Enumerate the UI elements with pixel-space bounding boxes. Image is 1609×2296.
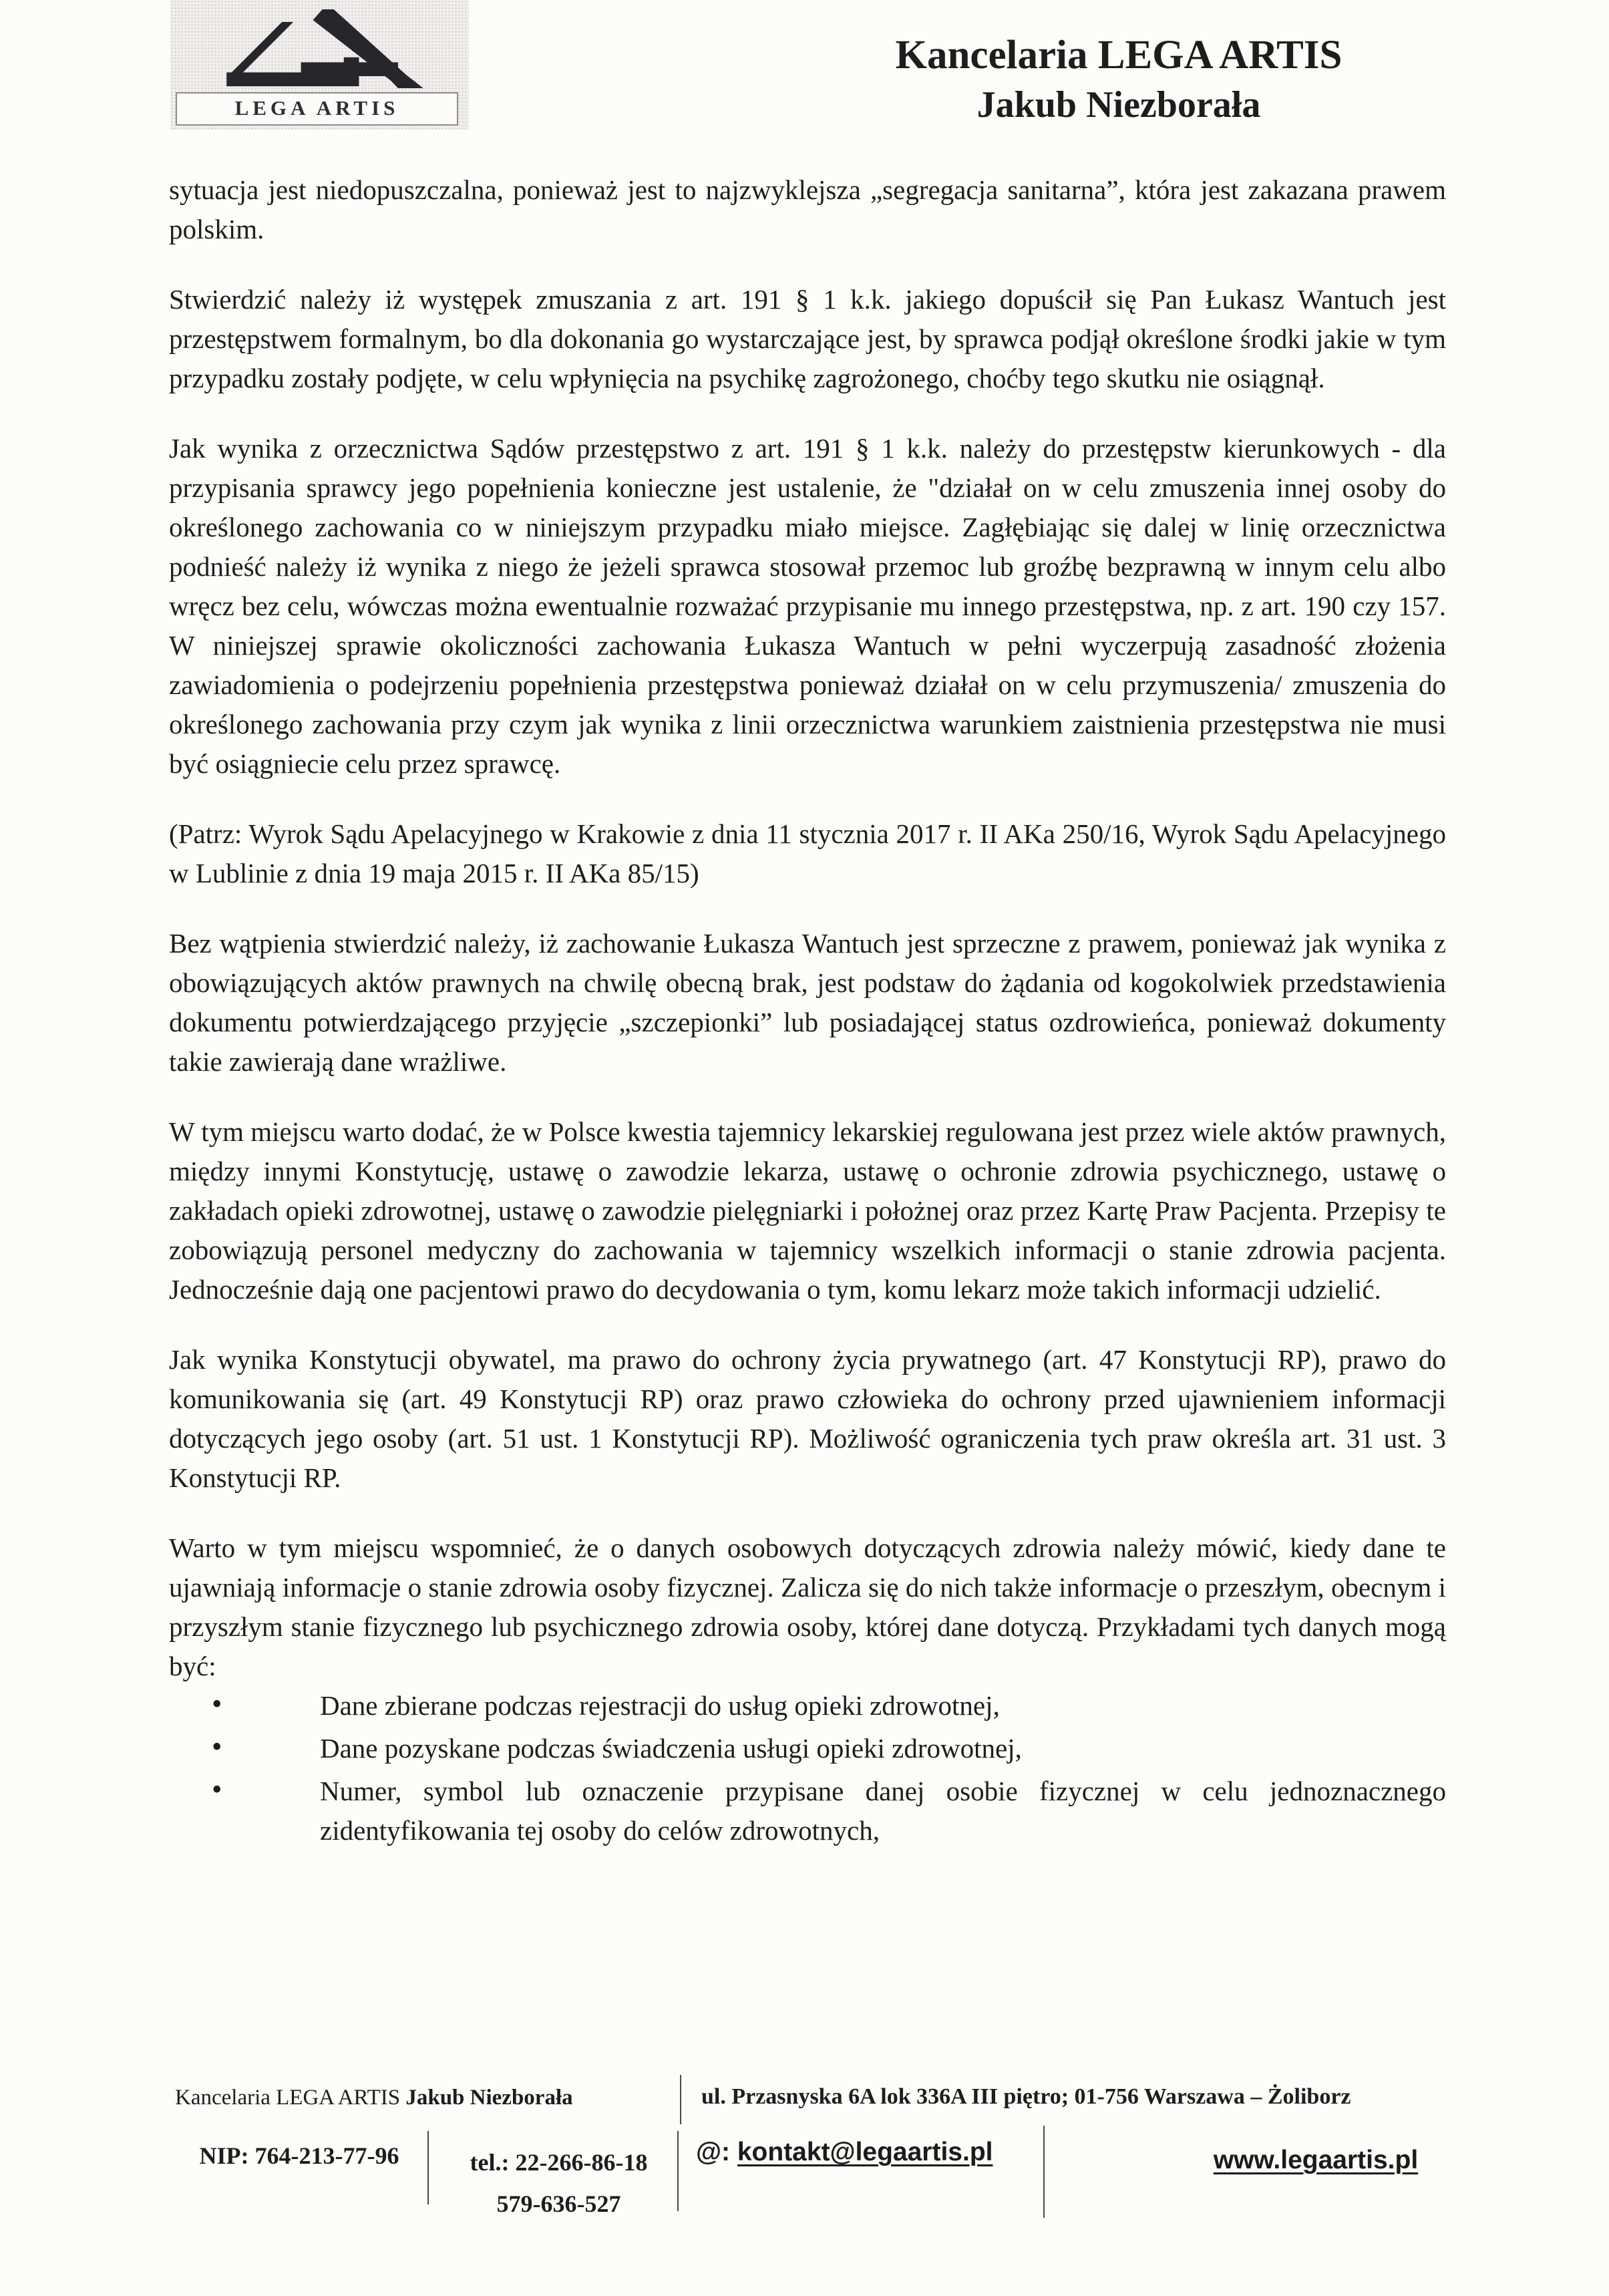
company-logo: [170, 0, 469, 130]
list-item-text: Dane zbierane podczas rejestracji do usług opieki zdrowotnej,: [320, 1690, 1000, 1721]
footer-phone-primary: tel.: 22-266-86-18: [470, 2149, 648, 2176]
footer-firm-regular: Kancelaria LEGA ARTIS: [175, 2086, 406, 2110]
footer-divider: [427, 2131, 429, 2204]
paragraph-medical-secrecy: W tym miejscu warto dodać, że w Polsce kwestia tajemnicy lekarskiej regulowana jest przez wiele aktów prawnych, między innymi Konstytucję, ustawę o zawodzie lekarza, ustawę o ochronie zdrowia psychicznego, ustawę o zakładach opieki zdrowotnej, ustawę o zawodzie pielęgniarki i położnej oraz przez Kartę Praw Pacjenta. Przepisy te zobowiązują personel medyczny do zachowania w tajemnicy wszelkich informacji o stanie zdrowia pacjenta. Jednocześnie dają one pacjentowi prawo do decydowania o tym, komu lekarz może takich informacji udzielić.: [169, 1116, 1446, 1305]
paragraph-citations: (Patrz: Wyrok Sądu Apelacyjnego w Krakowie z dnia 11 stycznia 2017 r. II AKa 250/16, Wyrok Sądu Apelacyjnego w Lublinie z dnia 19 maja 2015 r. II AKa 85/15): [169, 818, 1446, 888]
letterhead-person-name: Jakub Niezborała: [976, 84, 1261, 126]
list-item: [169, 1729, 1446, 1768]
letterhead-firm-name: Kancelaria LEGA ARTIS: [895, 33, 1343, 77]
letterhead-title: [688, 29, 1550, 128]
bullet-icon: •: [212, 1687, 222, 1720]
health-data-examples-list: [169, 1686, 1446, 1850]
paragraph-intro: sytuacja jest niedopuszczalna, ponieważ jest to najzwyklejsza „segregacja sanitarna”, która jest zakazana prawem polskim.: [169, 174, 1446, 244]
email-at-prefix: @:: [696, 2138, 737, 2166]
footer-firm-person: Jakub Niezborała: [405, 2086, 573, 2110]
footer-address: ul. Przasnyska 6A lok 336A III piętro; 01-756 Warszawa – Żoliborz: [701, 2084, 1351, 2109]
website-link[interactable]: www.legaartis.pl: [1213, 2146, 1419, 2174]
footer-email: [696, 2138, 1043, 2167]
paragraph-constitution: Jak wynika Konstytucji obywatel, ma prawo do ochrony życia prywatnego (art. 47 Konstytucji RP), prawo do komunikowania się (art. 49 Konstytucji RP) oraz prawo człowieka do ochrony przed ujawnieniem informacji dotyczących jego osoby (art. 51 ust. 1 Konstytucji RP). Możliwość ograniczenia tych praw określa art. 31 ust. 3 Konstytucji RP.: [169, 1344, 1446, 1493]
footer-divider: [677, 2131, 679, 2211]
footer-phone: [443, 2142, 674, 2225]
footer-divider: [680, 2075, 681, 2124]
email-link[interactable]: kontakt@legaartis.pl: [737, 2138, 993, 2166]
footer-phone-secondary: 579-636-527: [496, 2190, 621, 2217]
paragraph-no-legal-basis: Bez wątpienia stwierdzić należy, iż zachowanie Łukasza Wantuch jest sprzeczne z prawem, ponieważ jak wynika z obowiązujących aktów prawnych na chwilę obecną brak, jest podstaw do żądania od kogokolwiek przedstawienia dokumentu potwierdzającego przyjęcie „szczepionki” lub posiadającej status ozdrowieńca, ponieważ dokumenty takie zawierają dane wrażliwe.: [169, 928, 1446, 1077]
paragraph-art191-formal: Stwierdzić należy iż występek zmuszania z art. 191 § 1 k.k. jakiego dopuścił się Pan Łukasz Wantuch jest przestępstwem formalnym, bo dla dokonania go wystarczające jest, by sprawca podjął określone środki jakie w tym przypadku zostały podjęte, w celu wpłynięcia na psychikę zagrożonego, choćby tego skutku nie osiągnął.: [169, 284, 1446, 393]
footer-firm-name: [175, 2086, 683, 2110]
lega-artis-triangle-icon: [222, 9, 426, 88]
list-item-text: Dane pozyskane podczas świadczenia usługi opieki zdrowotnej,: [320, 1733, 1022, 1764]
list-item: [169, 1772, 1446, 1850]
paragraph-case-law: Jak wynika z orzecznictwa Sądów przestępstwo z art. 191 § 1 k.k. należy do przestępstw kierunkowych - dla przypisania sprawcy jego popełnienia konieczne jest ustalenie, że "działał on w celu zmuszenia innej osoby do określonego zachowania co w niniejszym przypadku miało miejsce. Zagłębiając się dalej w linię orzecznictwa podnieść należy iż wynika z niego że jeżeli sprawca stosował przemoc lub groźbę bezprawną w innym celu albo wręcz bez celu, wówczas można ewentualnie rozważać przypisanie mu innego przestępstwa, np. z art. 190 czy 157. W niniejszej sprawie okoliczności zachowania Łukasza Wantuch w pełni wyczerpują zasadność złożenia zawiadomienia o podejrzeniu popełnienia przestępstwa ponieważ działał on w celu przymuszenia/ zmuszenia do określonego zachowania przy czym jak wynika z linii orzecznictwa warunkiem zaistnienia przestępstwa nie musi być osiągniecie celu przez sprawcę.: [169, 433, 1446, 779]
bullet-icon: •: [212, 1730, 222, 1763]
bullet-icon: •: [212, 1773, 222, 1806]
footer-nip: NIP: 764-213-77-96: [199, 2142, 399, 2169]
footer-divider: [1043, 2126, 1045, 2218]
paragraph-health-data: Warto w tym miejscu wspomnieć, że o danych osobowych dotyczących zdrowia należy mówić, kiedy dane te ujawniają informacje o stanie zdrowia osoby fizycznej. Zalicza się do nich także informacje o przeszłym, obecnym i przyszłym stanie fizycznego lub psychicznego zdrowia osoby, której dane dotyczą. Przykładami tych danych mogą być:: [169, 1532, 1446, 1681]
logo-brand-label: LEGA ARTIS: [176, 92, 458, 126]
list-item: [169, 1686, 1446, 1726]
document-body: [169, 170, 1446, 1854]
website-link-wrap: [1176, 2146, 1456, 2175]
list-item-text: Numer, symbol lub oznaczenie przypisane danej osobie fizycznej w celu jednoznacznego zidentyfikowania tej osoby do celów zdrowotnych,: [320, 1776, 1446, 1846]
